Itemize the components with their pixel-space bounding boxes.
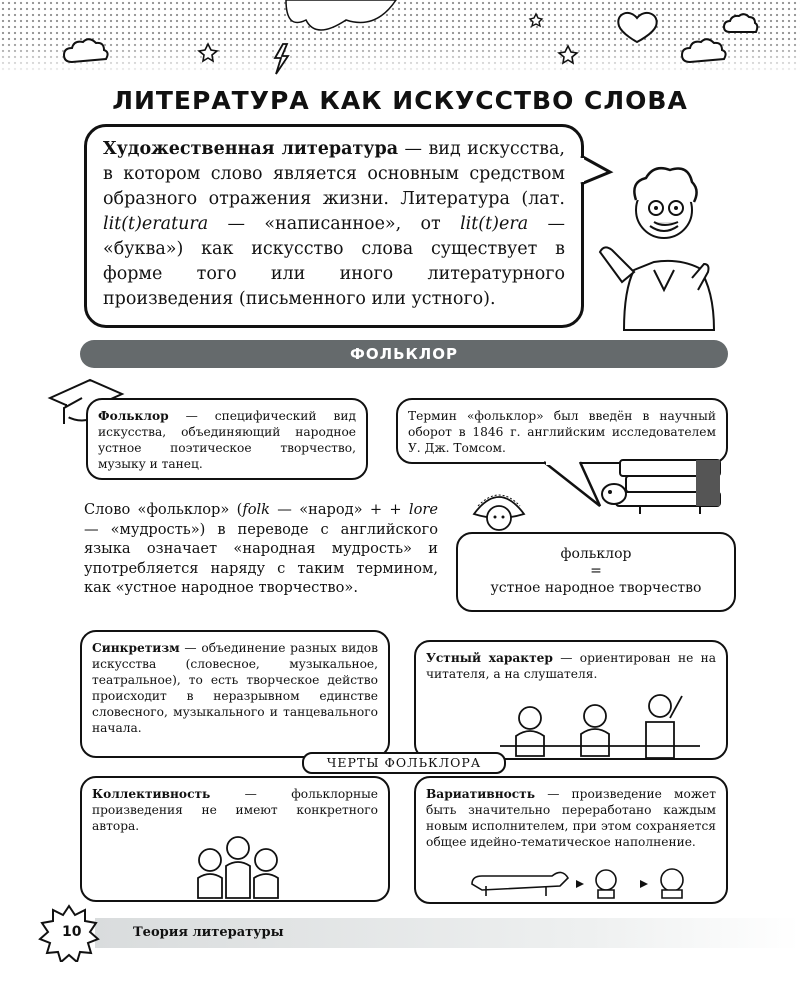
collective-term: Коллективность bbox=[92, 787, 211, 801]
books-turtle-illustration bbox=[600, 450, 730, 520]
star-icon bbox=[199, 44, 217, 61]
heart-icon bbox=[618, 13, 656, 42]
star-icon bbox=[559, 46, 577, 63]
folklore-definition-box bbox=[86, 398, 368, 480]
syncretism-text: — объединение разных видов искусства (словесное, музыкальное, театральное), то есть творческое действо происходит в неразрывном единстве словесного, музыкального и танцевального начала. bbox=[92, 641, 378, 735]
equation-bubble bbox=[456, 532, 736, 612]
folklore-term: Фольклор bbox=[98, 409, 169, 423]
page-title: ЛИТЕРАТУРА КАК ИСКУССТВО СЛОВА bbox=[112, 86, 688, 115]
footer-section-title: Теория литературы bbox=[133, 925, 284, 940]
cloud-icon bbox=[724, 14, 757, 32]
cloud-icon bbox=[64, 39, 108, 62]
section-title-folklore: ФОЛЬКЛОР bbox=[80, 340, 728, 368]
equation-bottom: устное народное творчество bbox=[490, 580, 702, 596]
word-origin-paragraph: Слово «фольклор» (folk — «народ» + + lore — «мудрость») в переводе с английского языка означает «народная мудрость» и употребляется наряду с таким термином, как «устное народное творчество». bbox=[84, 501, 438, 596]
folklore-definition-text: — специфический вид искусства, объединяющий народное устное поэтическое творчество, музыку и танец. bbox=[98, 409, 356, 471]
professor-illustration bbox=[594, 160, 734, 335]
main-definition-term: Художественная литература bbox=[103, 139, 399, 159]
header-decorations bbox=[0, 0, 800, 80]
listeners-illustration bbox=[500, 688, 700, 760]
speech-splash-icon bbox=[286, 0, 396, 30]
main-definition-text: Художественная литература — вид искусства, в котором слово является основным средством образного отражения жизни. Литература (лат. lit(t)eratura — «написанное», от lit(t)era — «буква») как искусство слова существует в форме того или иного литературного произведения (письменного или устного). bbox=[103, 139, 565, 309]
star-icon bbox=[530, 14, 542, 26]
lightning-icon bbox=[275, 44, 288, 74]
equation-top: фольклор bbox=[560, 546, 632, 562]
main-definition-bubble bbox=[84, 124, 584, 328]
oral-term: Устный характер bbox=[426, 651, 553, 665]
syncretism-term: Синкретизм bbox=[92, 641, 180, 655]
variability-term: Вариативность bbox=[426, 787, 536, 801]
variability-text: — произведение может быть значительно переработано каждым новым исполнителем, при этом сохраняется общее идейно-тематическое наполнение. bbox=[426, 787, 716, 849]
features-label: ЧЕРТЫ ФОЛЬКЛОРА bbox=[302, 752, 506, 774]
page-number: 10 bbox=[62, 924, 82, 940]
oral-text: — ориентирован не на читателя, а на слушателя. bbox=[426, 651, 717, 681]
equation-sign: = bbox=[590, 563, 602, 579]
singing-kids-illustration bbox=[184, 834, 294, 900]
dog-transform-illustration bbox=[466, 862, 716, 902]
feature-syncretism-box bbox=[80, 630, 390, 758]
term-origin-text: Термин «фольклор» был введён в научный оборот в 1846 г. английским исследователем У. Дж. Томсом. bbox=[408, 409, 716, 455]
collective-text: — фольклорные произведения не имеют конкретного автора. bbox=[92, 787, 378, 833]
cloud-icon bbox=[682, 39, 726, 62]
